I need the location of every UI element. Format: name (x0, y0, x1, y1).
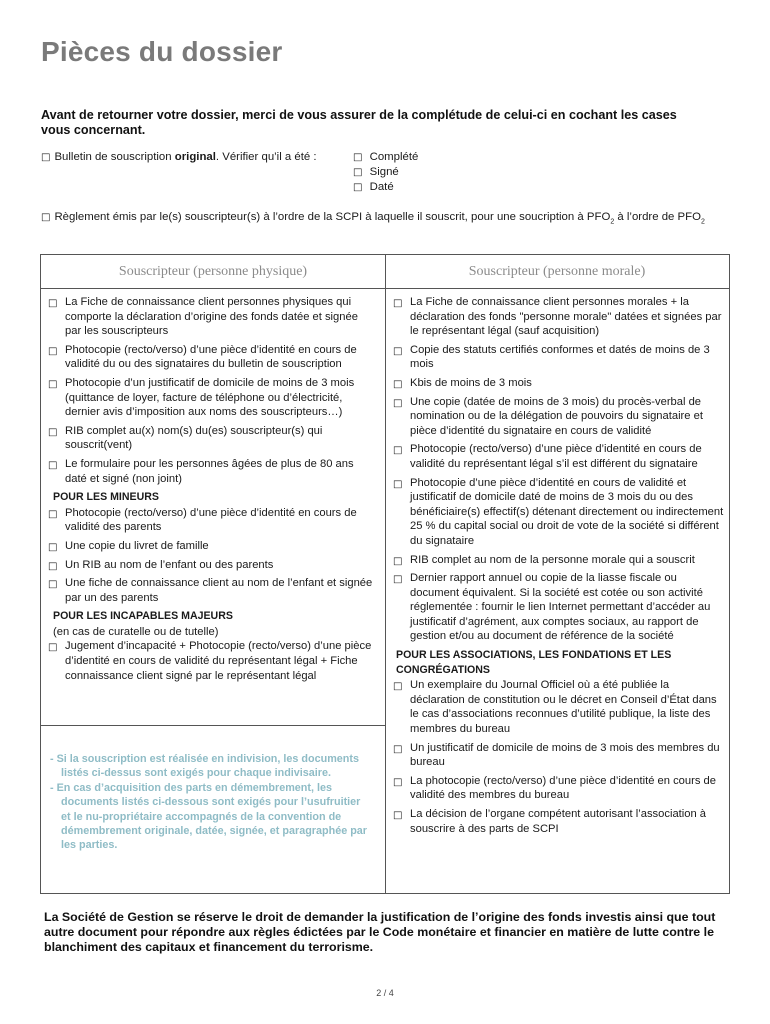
checkbox[interactable]: □ (393, 445, 403, 457)
option-label: Signé (369, 166, 399, 178)
checklist-item (43, 376, 377, 420)
notes-block (50, 752, 370, 853)
footer-disclaimer: La Société de Gestion se réserve le droit de demander la justification de l’origine des fonds investis ainsi que tout autre document pour répondre aux règles édictées par le Code monétaire et financier en matière de lutte contre le blanchiment des capitaux et financement du terrorisme. (44, 910, 716, 954)
note-line: - Si la souscription est réalisée en indivision, les documents listés ci-dessus sont exigés pour chaque indivisaire. (50, 753, 360, 780)
checklist-item-text: Photocopie d’un justificatif de domicile de moins de 3 mois (quittance de loyer, facture de téléphone ou d’électricité, dernier avis d’imposition aux noms des souscripteurs…) (65, 376, 355, 419)
checkbox[interactable]: □ (393, 555, 403, 567)
checklist-item-text: La Fiche de connaissance client personnes morales + la déclaration des fonds "personne morale" datées et signées par le représentant légal (sauf acquisition) (410, 296, 722, 338)
checklist-item-text: Une copie du livret de famille (65, 539, 209, 552)
bulletin-text-before: Bulletin de souscription (54, 151, 175, 163)
checklist-item (388, 476, 724, 549)
checkbox[interactable]: □ (393, 776, 403, 788)
header-divider (41, 288, 729, 289)
checkbox[interactable]: □ (48, 459, 58, 471)
checklist-item-text: Un RIB au nom de l’enfant ou des parents (65, 558, 274, 571)
section-title-incapables: POUR LES INCAPABLES MAJEURS (53, 610, 233, 623)
checkbox[interactable]: □ (48, 560, 58, 572)
section-title-associations: POUR LES ASSOCIATIONS, LES FONDATIONS ET LES CONGRÉGATIONS (396, 649, 672, 676)
checkbox[interactable]: □ (393, 378, 403, 390)
bulletin-section (41, 150, 419, 193)
checklist-item (43, 457, 377, 486)
option-label: Daté (369, 181, 394, 193)
checklist-item-text: La décision de l’organe compétent autorisant l’association à souscrire à des parts de SCPI (410, 808, 707, 835)
checklist-item (388, 774, 724, 803)
checkbox[interactable]: □ (393, 681, 403, 693)
reglement-section (41, 209, 731, 230)
reglement-text: Règlement émis par le(s) souscripteur(s) à l’ordre de la SCPI à laquelle il souscrit, pour une soucription à PFO (54, 211, 611, 223)
page-number: 2 / 4 (376, 988, 394, 998)
left-column (43, 295, 377, 687)
checklist-item-text: Photocopie d’une pièce d’identité en cours de validité et justificatif de domicile daté de moins de 3 mois du ou des bénéficiaire(s) effectif(s) détenant directement ou indirectement 25 % du capital social ou droit de vote de la société si différent du signataire (410, 476, 724, 547)
subscript: 2 (700, 218, 705, 226)
checklist-item-text: La photocopie (recto/verso) d’une pièce d’identité en cours de validité des membres du bureau (410, 774, 716, 802)
checklist-item (388, 395, 724, 439)
checkbox[interactable]: □ (48, 298, 58, 309)
checklist-item-text: Un justificatif de domicile de moins de 3 mois des membres du bureau (410, 741, 720, 769)
reglement-text: à l’ordre de PFO (614, 211, 701, 223)
left-column-header: Souscripteur (personne physique) (118, 264, 308, 279)
checkbox-bulletin[interactable]: □ (41, 152, 51, 163)
bulletin-options (353, 150, 473, 195)
checklist-item-text: Photocopie (recto/verso) d’une pièce d’identité en cours de validité du ou des signataires du bulletin de souscription (65, 343, 357, 371)
checklist-item-text: Une copie (datée de moins de 3 mois) du procès-verbal de nomination ou de la délégation de pouvoirs du signataire et pièce d’identité du signataire en cours de validité (410, 395, 703, 437)
option-label: Complété (369, 151, 419, 163)
right-column-header: Souscripteur (personne morale) (468, 264, 646, 279)
bulletin-option (353, 180, 473, 195)
checkbox[interactable]: □ (48, 642, 58, 654)
checkbox-reglement[interactable]: □ (41, 212, 51, 223)
right-column (388, 295, 724, 840)
intro-text: Avant de retourner votre dossier, merci de vous assurer de la complétude de celui-ci en cochant les cases vous concernant. (41, 108, 677, 137)
checklist-item (43, 424, 377, 453)
section-subtitle-incapables: (en cas de curatelle ou de tutelle) (53, 625, 219, 638)
checkbox[interactable]: □ (48, 508, 58, 520)
column-divider (385, 255, 386, 893)
checklist-item (388, 741, 724, 770)
checklist-item-text: Dernier rapport annuel ou copie de la liasse fiscale ou document équivalent. Si la société est cotée ou son activité réglementée : fournir le lien Internet permettant d’accéder au justificatif d’agrément, aux comptes sociaux, au rapport de gestion et/ou au document de référence de la société (410, 572, 711, 643)
bulletin-text-after: . Vérifier qu’il a été : (215, 151, 317, 163)
bulletin-option (353, 165, 473, 180)
checkbox[interactable]: □ (393, 345, 403, 357)
checklist-item (388, 807, 724, 836)
checkbox[interactable]: □ (48, 426, 58, 438)
checklist-item (43, 343, 377, 372)
checkbox[interactable]: □ (393, 810, 403, 821)
checklist-item (388, 553, 724, 568)
checkbox[interactable]: □ (48, 378, 58, 390)
notes-divider (41, 725, 385, 726)
checklist-item-text: Photocopie (recto/verso) d’une pièce d’identité en cours de validité du représentant légal s’il est différent du signataire (410, 443, 702, 470)
checklist-item-text: La Fiche de connaissance client personnes physiques qui comporte la déclaration d’origine des fonds datée et signée par les souscripteurs (65, 296, 358, 338)
checklist-item (43, 506, 377, 535)
checklist-item (388, 678, 724, 736)
checklist-item (43, 558, 377, 573)
checkbox-signe[interactable]: □ (353, 167, 363, 178)
checklist-item (43, 639, 377, 683)
checklist-item-text: Copie des statuts certifiés conformes et datés de moins de 3 mois (410, 343, 710, 371)
checkbox[interactable]: □ (393, 298, 403, 309)
checklist-item (388, 295, 724, 339)
checkbox[interactable]: □ (393, 574, 403, 586)
section-title-mineurs: POUR LES MINEURS (53, 491, 159, 504)
bulletin-option (353, 150, 473, 165)
checklist-item (388, 442, 724, 471)
checkbox[interactable]: □ (48, 579, 58, 591)
checkbox[interactable]: □ (393, 743, 403, 755)
checklist-item (388, 376, 724, 391)
checklist-item-text: RIB complet au nom de la personne morale qui a souscrit (410, 553, 695, 566)
documents-table (40, 254, 730, 894)
checkbox[interactable]: □ (48, 345, 58, 357)
checklist-item-text: Jugement d’incapacité + Photocopie (recto/verso) d’une pièce d’identité en cours de validité du représentant légal + Fiche connaissance client signé par le représentant légal (65, 640, 372, 682)
checklist-item (43, 539, 377, 554)
checklist-item-text: Kbis de moins de 3 mois (410, 376, 532, 389)
checklist-item (388, 343, 724, 372)
checkbox[interactable]: □ (393, 397, 403, 409)
subscript: 2 (610, 218, 615, 226)
checkbox-complete[interactable]: □ (353, 152, 363, 163)
checklist-item-text: Une fiche de connaissance client au nom de l’enfant et signée par un des parents (65, 577, 373, 604)
checklist-item-text: Un exemplaire du Journal Officiel où a été publiée la déclaration de constitution ou le décret en Conseil d’État dans le cas d’associations reconnues d’utilité publique, la liste des membres du bureau (410, 679, 717, 736)
page-title: Pièces du dossier (41, 36, 283, 67)
checkbox[interactable]: □ (393, 478, 403, 490)
checkbox[interactable]: □ (48, 541, 58, 553)
checklist-item-text: RIB complet au(x) nom(s) du(es) souscripteur(s) qui souscrit(vent) (65, 424, 323, 452)
checkbox-date[interactable]: □ (353, 182, 363, 193)
note-line: - En cas d’acquisition des parts en démembrement, les documents listés ci-dessous sont exigés pour l’usufruitier et le nu-propriétaire accompagnés de la convention de démembrement originale, datée, signée, et paragraphée par les parties. (50, 781, 368, 852)
checklist-item (43, 576, 377, 605)
checklist-item-text: Le formulaire pour les personnes âgées de plus de 80 ans daté et signé (non joint) (65, 457, 354, 485)
checklist-item-text: Photocopie (recto/verso) d’une pièce d’identité en cours de validité des parents (65, 506, 357, 534)
bulletin-text-bold: original (174, 151, 216, 163)
checklist-item (388, 571, 724, 644)
checklist-item (43, 295, 377, 339)
